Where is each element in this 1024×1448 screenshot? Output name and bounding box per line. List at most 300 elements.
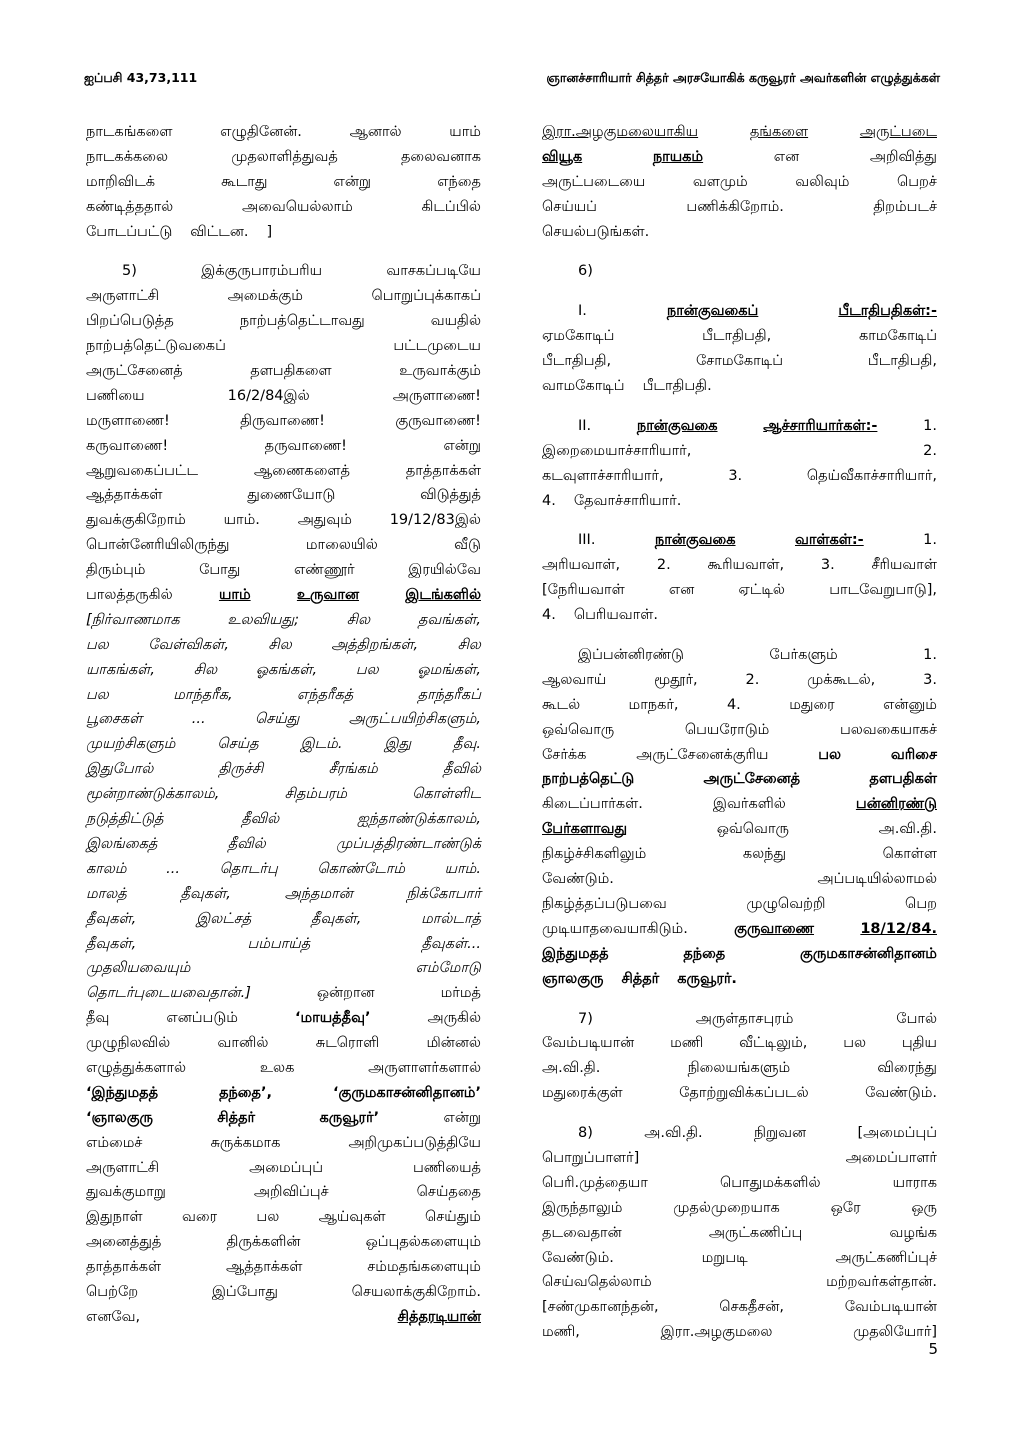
word: மாலையில் (305, 537, 378, 554)
paragraph (542, 643, 937, 991)
word: வேண்டும். (865, 1085, 937, 1102)
word: ] (266, 223, 273, 240)
text-line (542, 1270, 937, 1295)
word: சிதம்பரம் (284, 786, 348, 803)
word: மருளாணை! (86, 412, 170, 429)
text-line (542, 693, 937, 718)
word: தெய்வீகாச்சாரியார், (806, 467, 937, 484)
text-line (86, 1006, 481, 1031)
word: செய்தும் (424, 1209, 481, 1226)
text-line (86, 145, 481, 170)
text-line (86, 583, 481, 608)
word: கருவூரர்’ (319, 1109, 380, 1126)
word: I. (578, 303, 587, 320)
word: ‘குருமகாசன்னிதானம்’ (333, 1084, 481, 1101)
word: செய்யப் (542, 198, 597, 215)
word: நிறுவன (754, 1125, 807, 1142)
word: பீடாதிபதி, (542, 353, 612, 370)
text-line (542, 1121, 937, 1146)
word: 4. (726, 696, 741, 713)
word: கொண்டோம் (317, 860, 406, 877)
word: சீரங்கம் (328, 761, 378, 778)
word: பூசைகள் (86, 711, 143, 728)
word: பணிக்கிறோம். (686, 198, 784, 215)
word: தொடர்பு (219, 860, 278, 877)
word: பாடவேறுபாடு], (829, 582, 937, 599)
word: தீவுகள், (311, 910, 362, 927)
word: பட்டமுடைய (393, 338, 481, 355)
word: சில (193, 661, 218, 678)
text-line (86, 259, 481, 284)
word: 16/2/84இல் (227, 387, 310, 404)
word: கூடாது (221, 173, 268, 190)
word: ஞாலகுரு (542, 970, 604, 987)
text-line (542, 942, 937, 967)
header-title: ஞானச்சாரியார் சித்தர் அரசயோகிக் கருவூரர் அவர்களின் எழுத்துக்கள் (546, 70, 940, 85)
word: அத்திறங்கள், (331, 636, 419, 653)
word: இக்குருபாரம்பரிய (201, 263, 323, 280)
word: பொன்னேரியிலிருந்து (86, 537, 230, 554)
word: தீவில் (443, 761, 481, 778)
word: சித்தர் (621, 970, 660, 987)
word: காலம் (86, 860, 127, 877)
word: ஓமங்கள், (417, 661, 481, 678)
word: அருளாட்சி (86, 1159, 160, 1176)
word: அமைக்கும் (227, 288, 303, 305)
word: சித்தரடியான் (397, 1308, 481, 1325)
word: 4. (542, 607, 556, 624)
paragraph (86, 120, 481, 244)
text-line (86, 1205, 481, 1230)
word: எண்ணூர் (293, 562, 355, 579)
text-line (542, 767, 937, 792)
word: அ.வி.தி. (878, 821, 937, 838)
word: என்று (333, 173, 372, 190)
word: போது (199, 562, 241, 579)
word: நான்குவகை (654, 532, 736, 549)
word: கண்டித்ததால் (86, 198, 174, 215)
text-line (86, 195, 481, 220)
word: III. (578, 532, 596, 549)
word: தருவாணை! (264, 437, 347, 454)
word: 1. (923, 532, 937, 549)
word: அறிவிப்புச் (253, 1184, 329, 1201)
word: ஆணைகளைத் (253, 462, 350, 479)
text-line (86, 334, 481, 359)
word: எம்மைச் (86, 1134, 143, 1151)
word: ‘ஞாலகுரு (86, 1109, 153, 1126)
word: 1. (923, 417, 937, 434)
word: இரா.அழகுமலை (660, 1324, 773, 1341)
paragraph (542, 299, 937, 399)
word: யாராக (892, 1174, 937, 1191)
word: முழுநிலவில் (86, 1035, 171, 1052)
word: மின்னல் (426, 1035, 481, 1052)
text-line (86, 832, 481, 857)
word: ஏமகோடிப் (542, 328, 615, 345)
word: அரியவாள், (542, 557, 621, 574)
text-line (542, 1081, 937, 1106)
word: பாலத்தருகில் (86, 587, 173, 604)
word: மாநகர், (628, 696, 679, 713)
word: பன்னிரண்டு (855, 796, 937, 813)
text-line (542, 718, 937, 743)
text-line (542, 578, 937, 603)
word: அ.வி.தி. (644, 1125, 703, 1142)
text-line (542, 170, 937, 195)
word: யாம் (218, 587, 251, 604)
text-line (86, 956, 481, 981)
text-line (86, 658, 481, 683)
word: செய்து (255, 711, 300, 728)
text-line (542, 643, 937, 668)
word: தொடர்புடையவைதான்.] (86, 985, 251, 1002)
word: மாறிவிடக் (86, 173, 156, 190)
word: இடங்களில் (405, 587, 481, 604)
word: கூடல் (542, 696, 581, 713)
word: அருட்சேனைத் (86, 363, 183, 380)
word: எழுத்துக்களால் (86, 1059, 187, 1076)
text-line (542, 374, 937, 399)
word: சித்தர் (217, 1109, 256, 1126)
text-line (86, 309, 481, 334)
word: எந்தை (437, 173, 481, 190)
word: கருவாணை! (86, 437, 169, 454)
right-column (542, 120, 937, 1360)
text-line (542, 817, 937, 842)
word: ஒப்புதல்களையும் (365, 1234, 481, 1251)
word: பொறுப்பாளர்] (542, 1149, 640, 1166)
word: போல் (896, 1010, 937, 1027)
word: ஒவ்வொரு (542, 721, 615, 738)
word: இறைமையாச்சாரியார், (542, 442, 692, 459)
text-line (542, 1221, 937, 1246)
text-line (542, 743, 937, 768)
left-column (86, 120, 481, 1345)
word: எழுதினேன். (220, 124, 302, 140)
word: மதுரை (789, 696, 835, 713)
paragraph (542, 528, 937, 628)
word: எனவே, (86, 1308, 141, 1325)
word: முதலாளித்துவத் (231, 148, 338, 165)
word: செய்த (217, 736, 259, 753)
word: சுருக்கமாக (210, 1134, 281, 1151)
word: முதல்முறையாக (673, 1199, 780, 1216)
word: அருட்பயிற்சிகளும், (348, 711, 481, 728)
word: வரை (181, 1209, 218, 1226)
text-line (542, 867, 937, 892)
text-line (86, 732, 481, 757)
text-line (542, 1171, 937, 1196)
word: சில (268, 636, 292, 653)
word: ‘மாயத்தீவு’ (295, 1010, 371, 1027)
word: அருட்படையை (542, 173, 646, 190)
word: 1. (923, 647, 937, 664)
word: ஆலவாய் (542, 671, 607, 688)
word: அனைத்துத் (86, 1234, 162, 1251)
word: முடியாதவையாகிடும். (542, 920, 688, 937)
text-line (542, 668, 937, 693)
paragraph (542, 259, 937, 284)
word: பல (355, 661, 379, 678)
word: பிறப்பெடுத்த (86, 313, 174, 330)
word: செயல்படுங்கள். (542, 223, 650, 240)
word: நிக்கோபார் (406, 885, 481, 902)
word: எம்மோடு (415, 960, 481, 977)
word: தடவைதான் (542, 1224, 622, 1241)
text-line (86, 633, 481, 658)
word: என்று (443, 1109, 481, 1126)
word: பொறுப்புக்காகப் (371, 288, 481, 305)
word: வேம்படியான் (542, 1035, 635, 1052)
word: வீடு (454, 537, 481, 554)
word: பல (818, 746, 842, 763)
text-line (86, 1280, 481, 1305)
word: தலைவனாக (400, 148, 481, 165)
word: போடப்பட்டு (86, 223, 173, 240)
word: அருட்கணிப்பு (708, 1224, 803, 1241)
word: மணி (670, 1035, 704, 1052)
text-line (542, 1031, 937, 1056)
word: வாசகப்படியே (386, 263, 481, 280)
word: குருவாணை (734, 920, 815, 937)
word: முதலியோர்] (853, 1324, 937, 1341)
word: தளபதிகளை (250, 363, 332, 380)
text-line (86, 558, 481, 583)
word: உலக (259, 1059, 295, 1076)
word: நிகழ்ச்சிகளிலும் (542, 846, 647, 863)
word: அருட்சேனைக்குரிய (636, 746, 769, 763)
word: பல (843, 1035, 867, 1052)
word: தந்தை’, (219, 1084, 272, 1101)
word: தீவுகள், (86, 910, 137, 927)
word: விட்டன. (190, 223, 249, 240)
text-line (86, 1031, 481, 1056)
word: வளமும் (692, 173, 748, 190)
word: பேர்களும் (769, 647, 838, 664)
word: செயலாக்குகிறோம். (351, 1283, 481, 1300)
word: சீரியவாள் (871, 557, 937, 574)
word: தாத்தாக்கள் (405, 462, 481, 479)
word: மாலத் (86, 885, 127, 902)
text-line (86, 284, 481, 309)
word: ஒரே (830, 1199, 861, 1216)
word: ஐந்தாண்டுக்காலம், (357, 811, 481, 828)
word: அமைப்புப் (249, 1159, 323, 1176)
word: பெறச் (896, 173, 937, 190)
word: 3. (923, 671, 937, 688)
text-line (542, 792, 937, 817)
word: ... (191, 711, 206, 728)
word: புதிய (901, 1035, 937, 1052)
text-line (542, 967, 937, 992)
word: இடம். (300, 736, 343, 753)
word: தேவாச்சாரியார். (573, 492, 682, 509)
text-line (86, 1106, 481, 1131)
word: துவக்குகிறோம் (86, 512, 186, 529)
word: [அமைப்புப் (857, 1125, 937, 1142)
word: கூரியவாள், (707, 557, 785, 574)
word: இந்துமதத் (542, 945, 609, 962)
word: அமைப்பாளர் (845, 1149, 937, 1166)
word: வியூக (542, 148, 583, 165)
word: நிலையங்களும் (687, 1060, 791, 1077)
text-line (86, 932, 481, 957)
text-line (542, 553, 937, 578)
word: வரிசை (890, 746, 937, 763)
word: தீவு. (453, 736, 481, 753)
page-number: 5 (928, 1340, 938, 1358)
text-line (86, 409, 481, 434)
word: 2. (923, 442, 937, 459)
word: ‘இந்துமதத் (86, 1084, 159, 1101)
word: 3. (820, 557, 835, 574)
word: இலங்கைத் (86, 835, 158, 852)
word: ஆறுவகைப்பட்ட (86, 462, 198, 479)
text-line (86, 907, 481, 932)
word: பல (256, 1209, 280, 1226)
text-line (542, 1246, 937, 1271)
text-line (542, 195, 937, 220)
text-line (86, 981, 481, 1006)
word: விடுத்துத் (420, 487, 481, 504)
word: கடவுளாச்சாரியார், (542, 467, 664, 484)
word: பம்பாய்த் (247, 935, 311, 952)
word: பணியைத் (413, 1159, 481, 1176)
word: கொள்ளிட (412, 786, 481, 803)
text-line (86, 120, 481, 145)
text-line (542, 414, 937, 439)
word: பீடாதிபதிகள்:- (838, 303, 937, 320)
word: இதுநாள் (86, 1209, 143, 1226)
word: இது (384, 736, 412, 753)
word: பொதுமக்களில் (719, 1174, 821, 1191)
text-line (86, 683, 481, 708)
text-line (542, 1007, 937, 1032)
paragraph (542, 1121, 937, 1345)
word: தங்களை (749, 124, 809, 140)
word: பெயரோடும் (684, 721, 770, 738)
word: அருளாணை! (392, 387, 481, 404)
word: துணையோடு (247, 487, 336, 504)
text-line (86, 882, 481, 907)
word: கிடப்பில் (421, 198, 481, 215)
word: உருவான (296, 587, 360, 604)
word: முழுவெற்றி (746, 895, 826, 912)
text-line (86, 1230, 481, 1255)
word: முயற்சிகளும் (86, 736, 176, 753)
word: வேள்விகள், (148, 636, 229, 653)
text-line (86, 707, 481, 732)
word: திருவாணை! (240, 412, 325, 429)
word: மறுபடி (701, 1249, 748, 1266)
word: II. (578, 417, 592, 434)
word: திருச்சி (218, 761, 264, 778)
word: முதலியவையும் (86, 960, 191, 977)
header-issue-number: ஐப்பசி 43,73,111 (84, 70, 198, 85)
word: தளபதிகள் (869, 771, 937, 788)
word: எனப்படும் (166, 1010, 238, 1027)
word: திரும்பும் (86, 562, 146, 579)
word: மதுரைக்குள் (542, 1085, 623, 1102)
word: சேர்க்க (542, 746, 587, 763)
text-line (86, 1056, 481, 1081)
text-line (86, 359, 481, 384)
word: துவக்குமாறு (86, 1184, 166, 1201)
text-line (542, 528, 937, 553)
text-line (542, 145, 937, 170)
word: கொள்ள (882, 846, 937, 863)
word: இப்போது (211, 1283, 278, 1300)
word: பல (86, 686, 109, 703)
word: சோமகோடிப் (695, 353, 784, 370)
text-line (86, 533, 481, 558)
word: 6) (578, 263, 593, 280)
text-line (542, 439, 937, 464)
word: குருவாணை! (395, 412, 481, 429)
word: தீவுகள்... (421, 935, 481, 952)
text-line (542, 842, 937, 867)
word: நான்குவகை (636, 417, 718, 434)
word: வலிவும் (795, 173, 850, 190)
text-line (542, 603, 937, 628)
text-line (86, 434, 481, 459)
word: தீவு (86, 1010, 110, 1027)
word: அருட்படை (859, 124, 937, 140)
word: அருகில் (427, 1010, 481, 1027)
text-line (86, 483, 481, 508)
word: வயதில் (430, 313, 481, 330)
word: உருவாக்கும் (399, 363, 481, 380)
word: ஆச்சாரியார்கள்:- (763, 417, 878, 434)
word: ஆனால் (349, 124, 402, 140)
word: தவங்கள், (417, 611, 481, 628)
word: தாத்தாக்கள் (86, 1259, 162, 1276)
word: பீடாதிபதி. (642, 378, 712, 395)
word: வேம்படியான் (844, 1299, 937, 1316)
word: தாந்தரீகப் (417, 686, 481, 703)
word: செகதீசன், (719, 1299, 785, 1316)
word: தோற்றுவிக்கப்படல் (679, 1085, 809, 1102)
text-line (86, 1255, 481, 1280)
text-line (86, 1156, 481, 1181)
word: மால்டாத் (421, 910, 481, 927)
word: யாம். (223, 512, 260, 529)
word: இப்பன்னிரண்டு (578, 647, 684, 664)
word: என்று (443, 437, 481, 454)
word: என்னும் (883, 696, 937, 713)
word: தந்தை (683, 945, 726, 962)
word: பீடாதிபதி, (867, 353, 937, 370)
text-line (542, 324, 937, 349)
paragraph (542, 414, 937, 514)
word: பெற்றே (86, 1283, 139, 1300)
text-line (542, 892, 937, 917)
word: சம்மதங்களையும் (367, 1259, 481, 1276)
text-line (542, 259, 937, 284)
text-line (86, 807, 481, 832)
word: வழங்க (889, 1224, 937, 1241)
word: பலவகையாகச் (839, 721, 937, 738)
word: கலந்து (742, 846, 787, 863)
word: ஒவ்வொரு (716, 821, 789, 838)
word: என (773, 148, 800, 165)
word: இரயில்வே (408, 562, 481, 579)
word: அறிவித்து (869, 148, 937, 165)
word: தீவுகள், (180, 885, 231, 902)
word: என (668, 582, 695, 599)
word: 18/12/84. (860, 920, 937, 937)
